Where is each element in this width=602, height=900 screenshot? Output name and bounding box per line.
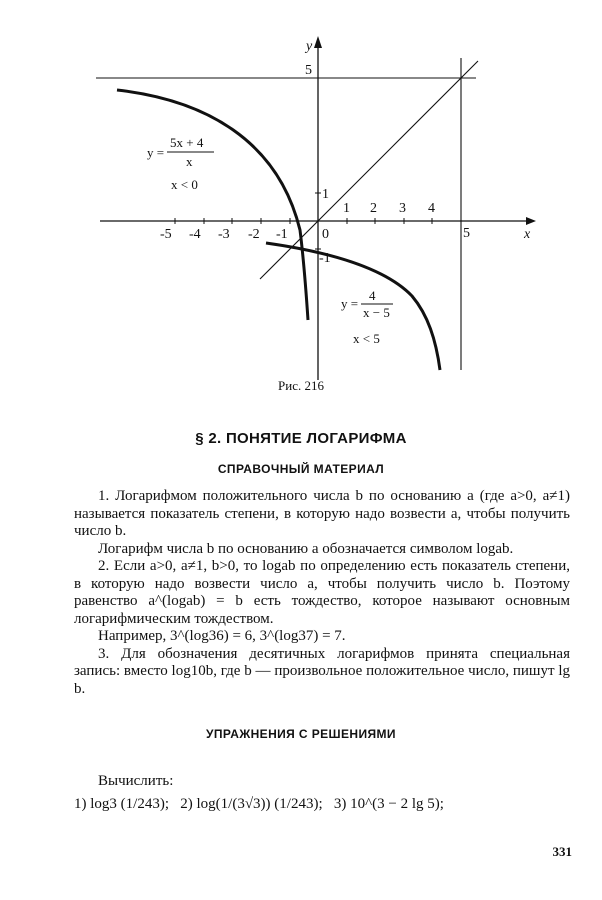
exercise-heading: УПРАЖНЕНИЯ С РЕШЕНИЯМИ [206, 727, 396, 741]
left-function-condition: x < 0 [171, 177, 198, 192]
x-axis-arrow [526, 217, 536, 225]
x-tick-label: -2 [248, 227, 260, 242]
section-title: § 2. ПОНЯТИЕ ЛОГАРИФМА [195, 430, 407, 447]
paragraph-identity: 2. Если a>0, a≠1, b>0, то logab по определению есть показатель степени, в которую надо возвести число a, чтобы получить число b. Поэтому равенство a^(logab) = b есть тождество, которое называют основным логарифмическим тождеством. [74, 558, 570, 627]
x-tick-label: 1 [343, 201, 350, 216]
exercise-1: 1) log3 (1/243); [74, 796, 169, 812]
y-axis-arrow [314, 36, 322, 48]
left-function-label [147, 135, 214, 192]
page-number: 331 [552, 844, 572, 859]
svg-text:x: x [186, 154, 193, 169]
x-tick-label: 0 [322, 227, 329, 242]
svg-text:4: 4 [369, 288, 376, 303]
right-function-condition: x < 5 [353, 331, 380, 346]
axis-label-y: y [306, 39, 313, 54]
paragraph-example: Например, 3^(log36) = 6, 3^(log37) = 7. [98, 628, 346, 644]
axis-label-x: x [524, 227, 531, 242]
svg-text:y =: y = [341, 296, 359, 311]
x-tick-label: 4 [428, 201, 435, 216]
paragraph-decimal-log: 3. Для обозначения десятичных логарифмов принята специальная запись: вместо log10b, где b — произвольное положительное число, пишут lg b. [74, 645, 570, 697]
exercise-2: 2) log(1/(3√3)) (1/243); [180, 796, 323, 812]
y-tick-label: -1 [319, 251, 331, 266]
x-tick-label: -4 [189, 227, 201, 242]
paragraph-notation: Логарифм числа b по основанию a обозначается символом logab. [98, 540, 514, 557]
curve-left-hyperbola [117, 90, 308, 320]
right-function-label [341, 288, 393, 346]
figure-caption: Рис. 216 [278, 378, 324, 393]
exercise-list [74, 773, 570, 813]
exercise-3: 3) 10^(3 − 2 lg 5); [333, 796, 444, 812]
paragraph-definition: 1. Логарифмом положительного числа b по основанию a (где a>0, a≠1) называется показатель степени, в которую надо возвести a, чтобы получить число b. [74, 488, 570, 539]
svg-text:y =: y = [147, 145, 165, 160]
x-tick-label: 2 [370, 201, 377, 216]
svg-text:5x + 4: 5x + 4 [170, 135, 204, 150]
y-tick-label: 5 [305, 63, 312, 78]
x-tick-label: 3 [399, 201, 406, 216]
y-tick-label: 1 [322, 187, 329, 202]
reference-material [74, 488, 570, 698]
svg-text:x − 5: x − 5 [363, 305, 390, 320]
x-tick-label: -3 [218, 227, 230, 242]
reference-heading: СПРАВОЧНЫЙ МАТЕРИАЛ [217, 462, 385, 476]
task-intro: Вычислить: [98, 773, 174, 789]
x-tick-label: -5 [160, 227, 172, 242]
function-graph [0, 0, 602, 380]
x-tick-label: -1 [276, 227, 288, 242]
x-tick-label: 5 [463, 226, 470, 241]
